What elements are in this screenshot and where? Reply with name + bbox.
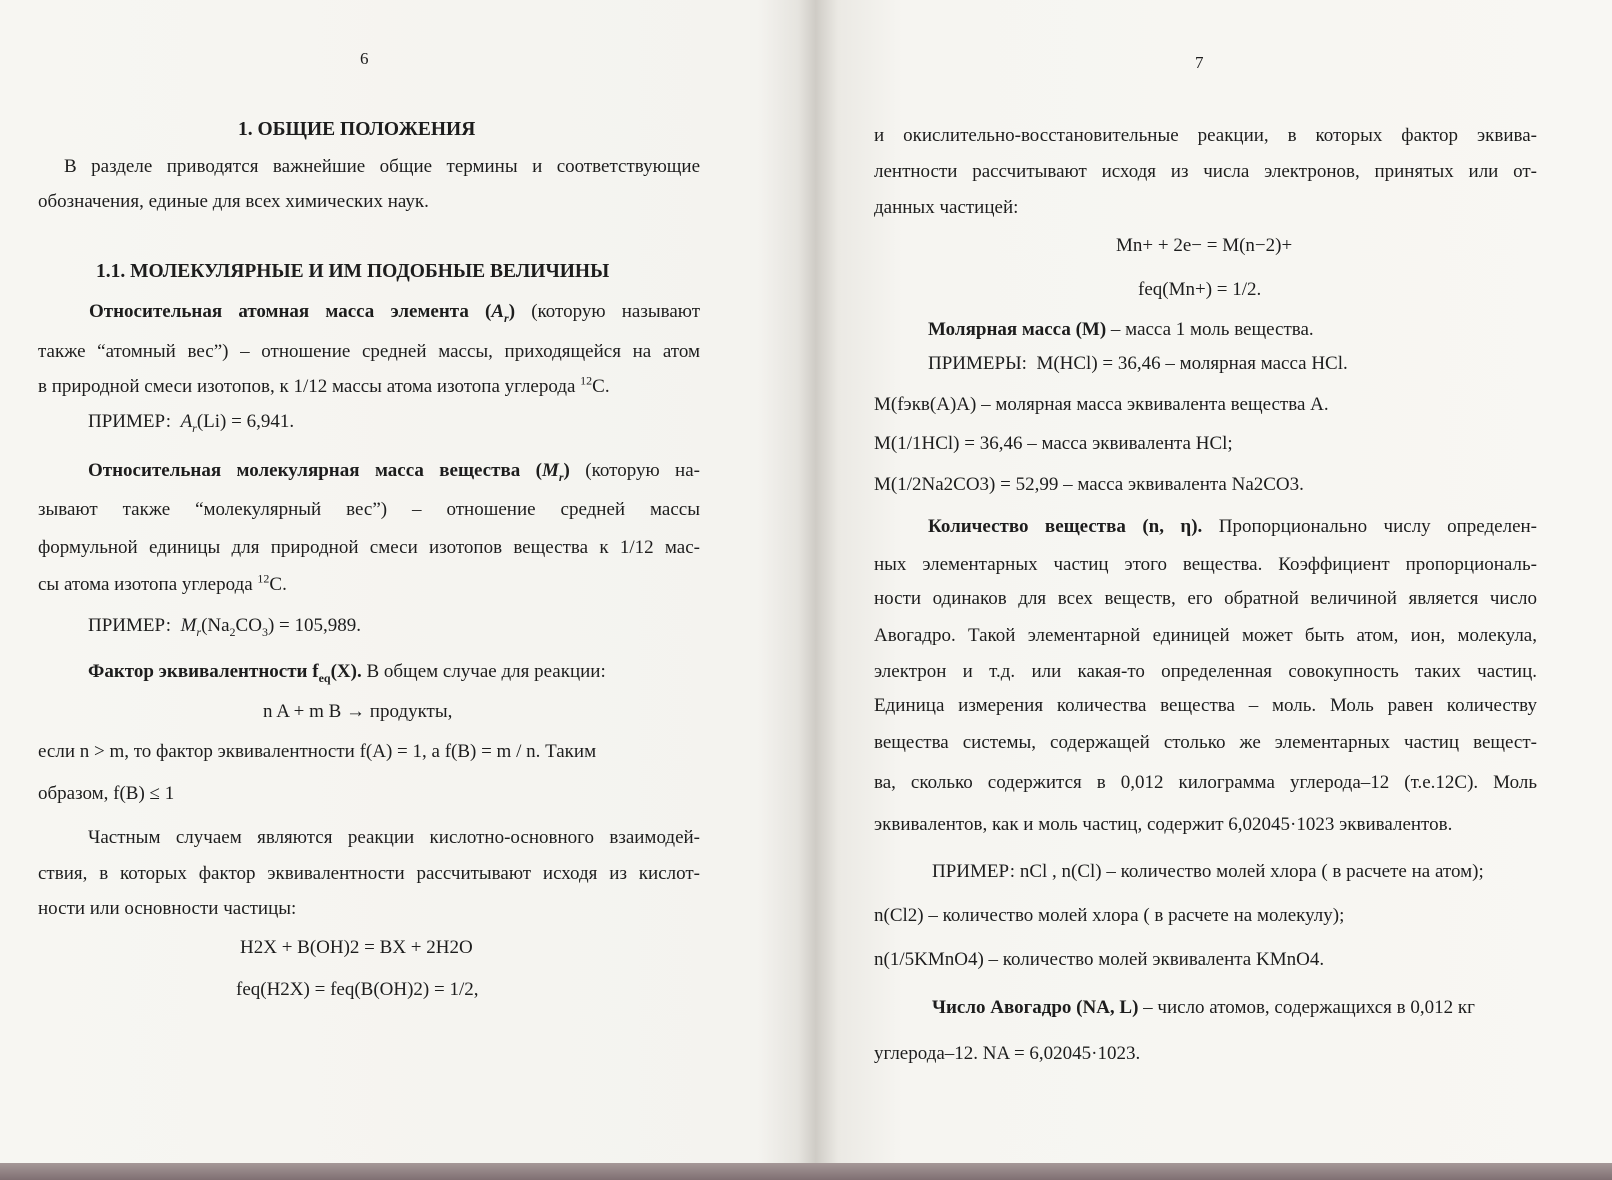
amount-line: ности одинаков для всех веществ, его обратной величиной является число	[874, 588, 1537, 609]
molar-mass-example: M(1/1HCl) = 36,46 – масса эквивалента HCl;	[874, 433, 1233, 454]
feq-definition-line: Фактор эквивалентности $f_{eq}(X)$. В общем случае для реакции:	[88, 661, 606, 685]
amount-line: Количество вещества (n, η). Пропорционально числу определен-	[928, 516, 1537, 537]
intro-line: обозначения, единые для всех химических наук.	[38, 191, 429, 212]
acid-base-line: Частным случаем являются реакции кислотно-основного взаимодей-	[88, 827, 700, 848]
acid-base-equation: H2X + B(OH)2 = BX + 2H2O	[240, 937, 473, 958]
redox-line: и окислительно-восстановительные реакции, в которых фактор эквива-	[874, 125, 1537, 146]
section-title: 1. ОБЩИЕ ПОЛОЖЕНИЯ	[238, 119, 476, 140]
amount-line: электрон и т.д. или какая-то определенная совокупность таких частиц.	[874, 661, 1537, 682]
redox-line: данных частицей:	[874, 197, 1019, 218]
molar-mass-line: Молярная масса (M) – масса 1 моль вещества.	[928, 319, 1314, 340]
right-page	[812, 0, 1612, 1163]
ar-definition-line: также “атомный вес”) – отношение средней массы, приходящейся на атом	[38, 341, 700, 362]
reaction-equation: n A + m B → продукты,	[263, 701, 453, 722]
molar-mass-example: M(1/2Na2CO3) = 52,99 – масса эквивалента Na2CO3.	[874, 474, 1304, 495]
left-page	[0, 0, 800, 1163]
avogadro-line: углерода–12. NA = 6,02045·1023.	[874, 1043, 1141, 1064]
intro-line: В разделе приводятся важнейшие общие термины и соответствующие	[64, 156, 700, 177]
amount-example: ПРИМЕР: nCl , n(Cl) – количество молей хлора ( в расчете на атом);	[932, 861, 1484, 882]
amount-line: вещества системы, содержащей столько же элементарных частиц вещест-	[874, 732, 1537, 753]
amount-line: эквивалентов, как и моль частиц, содержит 6,02045·1023 эквивалентов.	[874, 814, 1453, 835]
amount-example: n(Cl2) – количество молей хлора ( в расчете на молекулу);	[874, 905, 1345, 926]
redox-feq-equation: feq(Mn+) = 1/2.	[1138, 279, 1262, 300]
molar-mass-example: ПРИМЕРЫ: M(HCl) = 36,46 – молярная масса HCl.	[928, 353, 1348, 374]
ar-example: ПРИМЕР: $A_r(Li) = 6,941$.	[88, 411, 295, 435]
feq-definition-line: образом, f(B) ≤ 1	[38, 783, 175, 804]
feq-definition-line: если n > m, то фактор эквивалентности f(A) = 1, а f(B) = m / n. Таким	[38, 741, 597, 762]
avogadro-line: Число Авогадро (NA, L) – число атомов, содержащихся в 0,012 кг	[932, 997, 1475, 1018]
amount-line: Авогадро. Такой элементарной единицей может быть атом, ион, молекула,	[874, 625, 1537, 646]
mr-definition-line: зывают также “молекулярный вес”) – отношение средней массы	[38, 499, 700, 520]
subsection-title: 1.1. МОЛЕКУЛЯРНЫЕ И ИМ ПОДОБНЫЕ ВЕЛИЧИНЫ	[96, 261, 610, 282]
amount-line: Единица измерения количества вещества – моль. Моль равен количеству	[874, 695, 1537, 716]
mr-definition-line: формульной единицы для природной смеси изотопов вещества к 1/12 мас-	[38, 537, 700, 558]
mr-example: ПРИМЕР: $M_r(Na_2CO_3) = 105,989$.	[88, 615, 361, 639]
acid-base-feq-equation: feq(H2X) = feq(B(OH)2) = 1/2,	[236, 979, 479, 1000]
mr-definition-line: сы атома изотопа углерода $^{12}$C.	[38, 571, 287, 595]
redox-equation: Mn+ + 2e− = M(n−2)+	[1116, 235, 1293, 256]
scan-bottom-edge	[0, 1163, 1612, 1180]
page-number: 7	[1195, 53, 1204, 72]
page-number: 6	[360, 49, 369, 68]
amount-line: ва, сколько содержится в 0,012 килограмма углерода–12 (т.е.12C). Моль	[874, 772, 1537, 793]
ar-definition-line: в природной смеси изотопов, к 1/12 массы атома изотопа углерода $^{12}$C.	[38, 373, 610, 397]
acid-base-line: ствия, в которых фактор эквивалентности рассчитывают исходя из кислот-	[38, 863, 700, 884]
amount-example: n(1/5KMnO4) – количество молей эквивалента KMnO4.	[874, 949, 1325, 970]
acid-base-line: ности или основности частицы:	[38, 898, 297, 919]
molar-mass-example: M(fэкв(A)A) – молярная масса эквивалента вещества A.	[874, 394, 1329, 415]
redox-line: лентности рассчитывают исходя из числа электронов, принятых или от-	[874, 161, 1537, 182]
mr-definition-line: Относительная молекулярная масса вещества $(M_r)$ (которую на-	[88, 460, 700, 484]
amount-line: ных элементарных частиц этого вещества. Коэффициент пропорциональ-	[874, 554, 1537, 575]
ar-definition-line: Относительная атомная масса элемента $(A_r)$ (которую называют	[89, 301, 701, 325]
